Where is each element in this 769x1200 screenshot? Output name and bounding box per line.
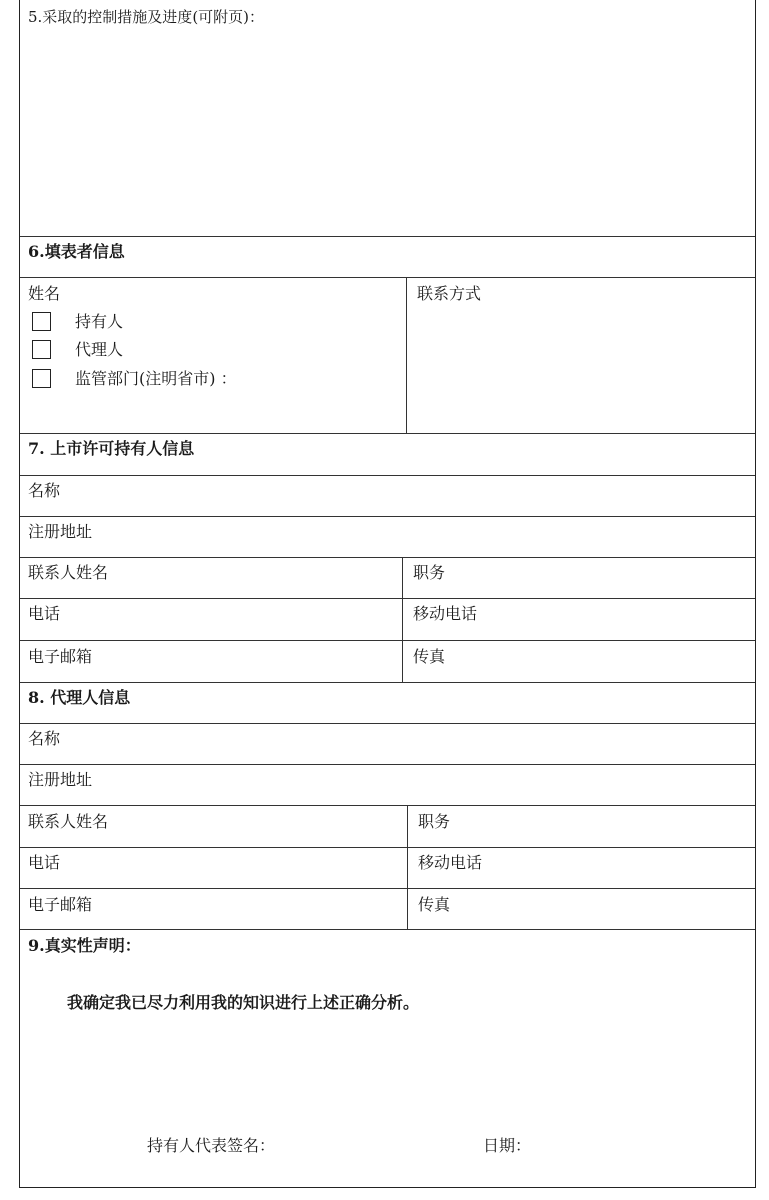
agent-fax-label: 传真 — [418, 895, 451, 914]
mah-fax-label: 传真 — [413, 647, 446, 666]
agent-mobile-cell[interactable] — [407, 848, 755, 888]
agent-position-cell[interactable] — [407, 806, 755, 847]
mah-email-cell[interactable] — [20, 641, 402, 682]
agent-fax-cell[interactable] — [407, 889, 755, 929]
mah-phone-label: 电话 — [28, 604, 61, 623]
mah-mobile-label: 移动电话 — [413, 604, 478, 623]
mah-name-row[interactable] — [20, 476, 755, 517]
holder-checkbox[interactable] — [32, 312, 51, 331]
agent-position-label: 职务 — [418, 812, 451, 831]
section8-header — [20, 683, 755, 724]
mah-phone-cell[interactable] — [20, 599, 402, 640]
agent-phone-label: 电话 — [28, 853, 61, 872]
section5-title: 5.采取的控制措施及进度(可附页)： — [28, 8, 265, 26]
agent-phone-row — [20, 848, 755, 889]
section7-header — [20, 434, 755, 476]
agent-email-cell[interactable] — [20, 889, 407, 929]
agent-contact-name-label: 联系人姓名 — [28, 812, 109, 831]
agent-name-label: 名称 — [28, 729, 61, 748]
filler-contact-cell[interactable] — [406, 278, 755, 433]
mah-email-label: 电子邮箱 — [28, 647, 93, 666]
section5-block — [20, 0, 755, 237]
section6-content — [20, 278, 755, 434]
regulator-checkbox[interactable] — [32, 369, 51, 388]
agent-email-label: 电子邮箱 — [28, 895, 93, 914]
signature-label[interactable]: 持有人代表签名： — [147, 1136, 276, 1155]
mah-contact-name-label: 联系人姓名 — [28, 563, 109, 582]
agent-phone-cell[interactable] — [20, 848, 407, 888]
mah-fax-cell[interactable] — [402, 641, 755, 682]
agent-option-label: 代理人 — [75, 340, 124, 359]
section6-title: 6.填表者信息 — [28, 242, 125, 261]
section7-title: 7. 上市许可持有人信息 — [28, 439, 195, 458]
section9-block — [20, 930, 755, 1188]
date-label[interactable]: 日期： — [483, 1136, 532, 1155]
agent-address-label: 注册地址 — [28, 770, 93, 789]
mah-phone-row — [20, 599, 755, 641]
mah-address-row[interactable] — [20, 517, 755, 558]
regulator-option-label: 监管部门(注明省市) ： — [75, 369, 237, 388]
mah-address-label: 注册地址 — [28, 522, 93, 541]
mah-name-label: 名称 — [28, 481, 61, 500]
section6-header — [20, 237, 755, 278]
mah-email-row — [20, 641, 755, 683]
mah-mobile-cell[interactable] — [402, 599, 755, 640]
mah-contact-name-cell[interactable] — [20, 558, 402, 598]
agent-contact-name-cell[interactable] — [20, 806, 407, 847]
agent-address-row[interactable] — [20, 765, 755, 806]
agent-email-row — [20, 889, 755, 930]
filler-contact-label: 联系方式 — [417, 284, 482, 303]
holder-option-label: 持有人 — [75, 312, 124, 331]
mah-position-label: 职务 — [413, 563, 446, 582]
filler-name-label: 姓名 — [28, 284, 61, 303]
report-form — [19, 0, 756, 1188]
mah-position-cell[interactable] — [402, 558, 755, 598]
agent-checkbox[interactable] — [32, 340, 51, 359]
truth-statement: 我确定我已尽力利用我的知识进行上述正确分析。 — [67, 993, 420, 1012]
section9-title: 9.真实性声明： — [28, 936, 141, 955]
agent-name-row[interactable] — [20, 724, 755, 765]
mah-contact-row — [20, 558, 755, 599]
section8-title: 8. 代理人信息 — [28, 688, 131, 707]
agent-contact-row — [20, 806, 755, 848]
filler-name-cell — [20, 278, 406, 433]
agent-mobile-label: 移动电话 — [418, 853, 483, 872]
